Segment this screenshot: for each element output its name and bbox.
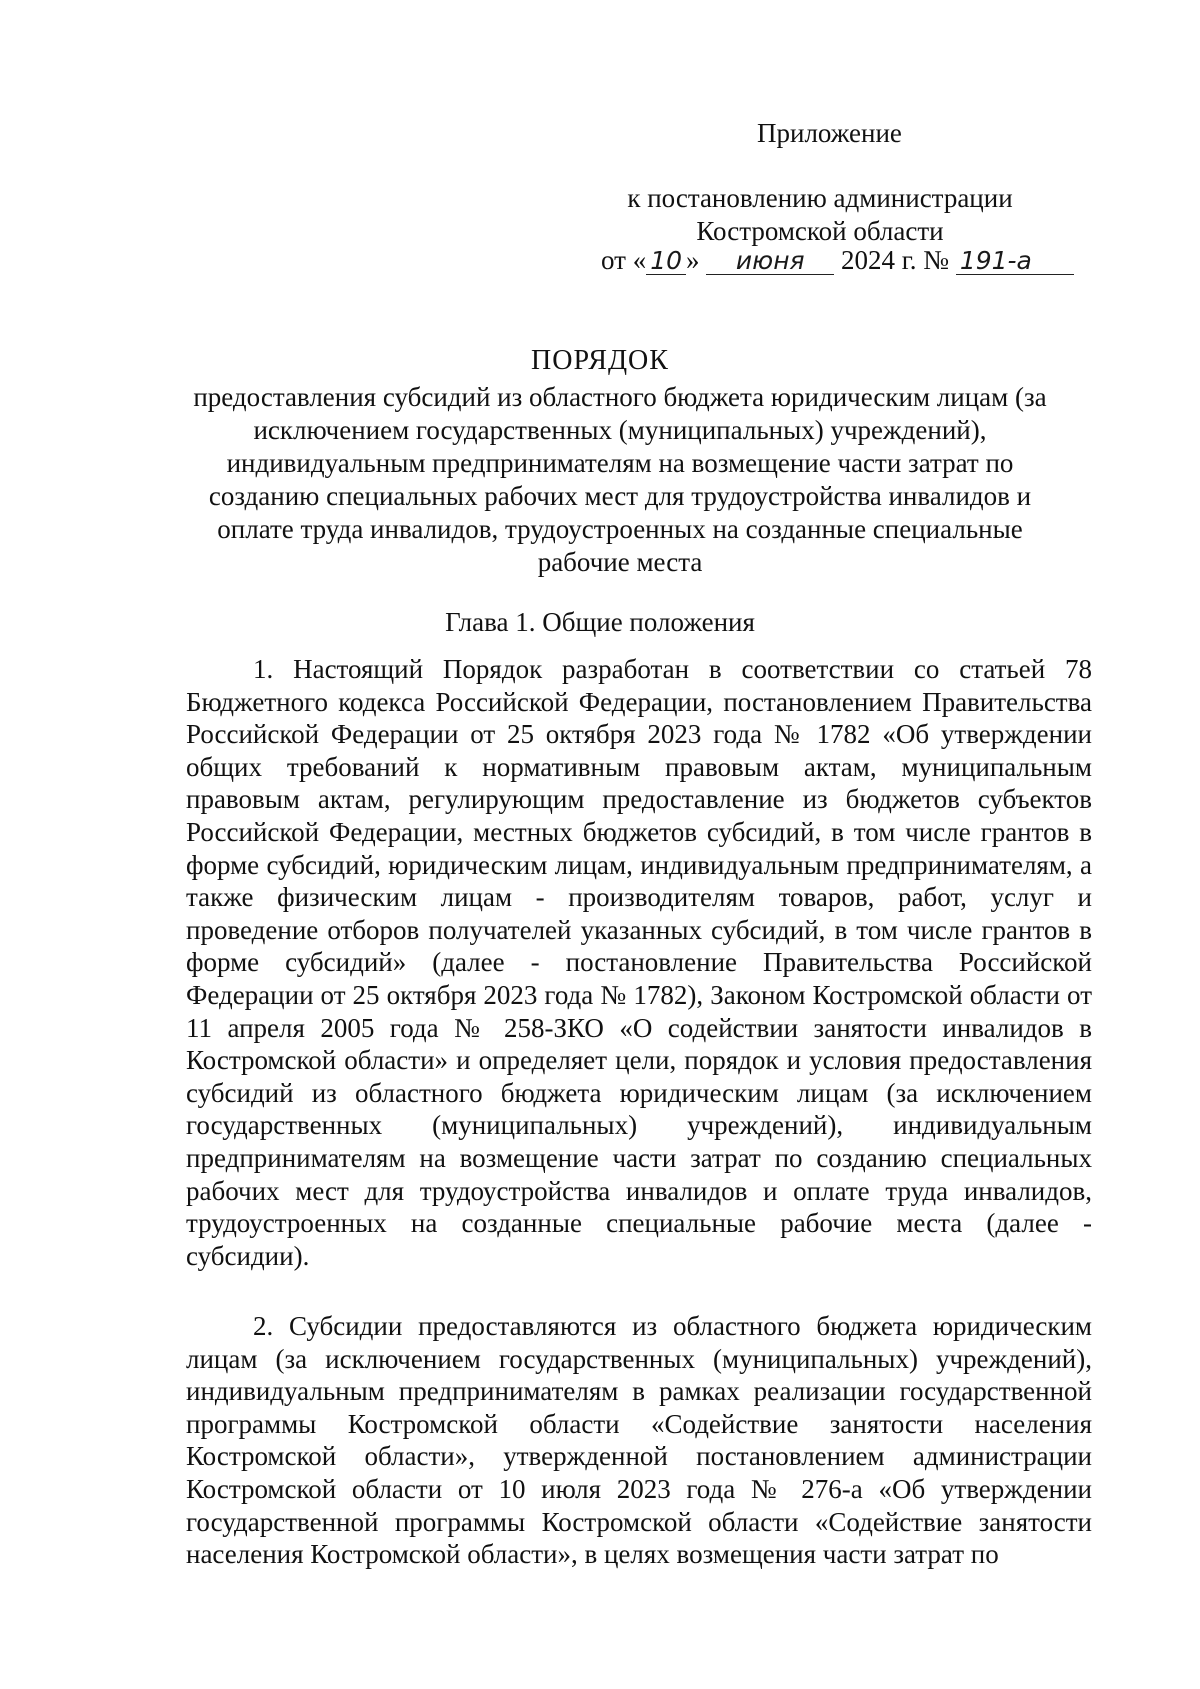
approval-reference — [600, 182, 1040, 248]
paragraph-2 — [186, 1310, 1092, 1571]
paragraph-1-text: 1. Настоящий Порядок разработан в соответствии со статьей 78 Бюджетного кодекса Российской Федерации, постановлением Правительства Российской Федерации от 25 октября 2023 года № 1782 «Об утверждении общих требований к нормативным правовым актам, муниципальным правовым актам, регулирующим предоставление из бюджетов субъектов Российской Федерации, местных бюджетов субсидий, в том числе грантов в форме субсидий, юридическим лицам, индивидуальным предпринимателям, а также физическим лицам - производителям товаров, работ, услуг и проведение отборов получателей указанных субсидий, в том числе грантов в форме субсидий» (далее - постановление Правительства Российской Федерации от 25 октября 2023 года № 1782), Законом Костромской области от 11 апреля 2005 года № 258-ЗКО «О содействии занятости инвалидов в Костромской области» и определяет цели, порядок и условия предоставления субсидий из областного бюджета юридическим лицам (за исключением государственных (муниципальных) учреждений), индивидуальным предпринимателям на возмещение части затрат по созданию специальных рабочих мест для трудоустройства инвалидов и оплате труда инвалидов, трудоустроенных на созданные специальные рабочие места (далее - субсидии). — [186, 654, 1092, 1271]
appendix-label: Приложение — [757, 118, 902, 148]
date-prefix: от « — [601, 245, 647, 275]
paragraph-2-text: 2. Субсидии предоставляются из областного бюджета юридическим лицам (за исключением государственных (муниципальных) учреждений), индивидуальным предпринимателям в рамках реализации государственной программы Костромской области «Содействие занятости населения Костромской области», утвержденной постановлением администрации Костромской области от 10 июля 2023 года № 276-а «Об утверждении государственной программы Костромской области «Содействие занятости населения Костромской области», в целях возмещения части затрат по — [186, 1311, 1092, 1570]
approval-line-2: Костромской области — [696, 216, 944, 246]
date-month-handwritten: июня — [706, 248, 834, 275]
date-mid: » — [686, 245, 700, 275]
approval-line-1: к постановлению администрации — [627, 183, 1013, 213]
document-number-handwritten: 191-а — [956, 248, 1074, 275]
date-day-handwritten: 10 — [646, 248, 686, 275]
chapter-heading: Глава 1. Общие положения — [445, 607, 755, 637]
document-subtitle: предоставления субсидий из областного бюджета юридическим лицам (за исключением государственных (муниципальных) учреждений), индивидуальным предпринимателям на возмещение части затрат по созданию специальных рабочих мест для трудоустройства инвалидов и оплате труда инвалидов, трудоустроенных на созданные специальные рабочие места — [193, 382, 1047, 577]
date-number-line — [601, 245, 1074, 276]
document-title: ПОРЯДОК — [531, 345, 669, 376]
paragraph-1 — [186, 653, 1092, 1272]
date-year: 2024 г. № — [841, 245, 950, 275]
